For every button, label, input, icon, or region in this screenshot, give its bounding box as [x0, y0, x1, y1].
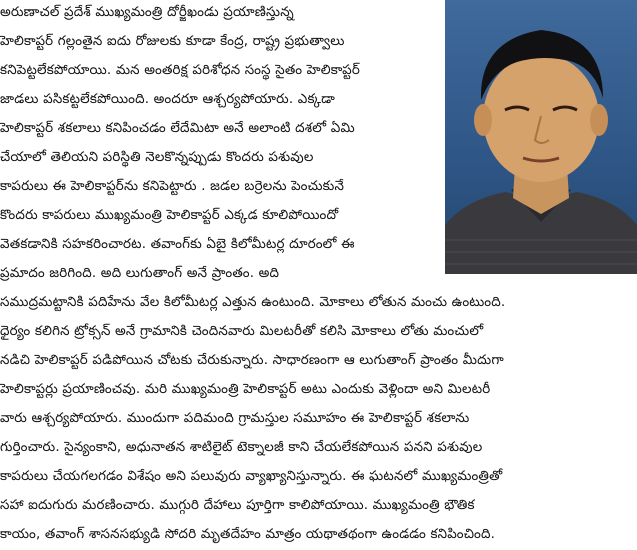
article-line-9: వెతకడానికి సహకరించారట. తవాంగ్‌కు ఏబై కిలోమీటర్ల దూరంలో ఈ	[0, 237, 355, 252]
article-line-7: కాపరులు ఈ హెలికాప్టర్‌ను కనిపెట్టారు . జడల బర్రెలను పెంచుకునే	[0, 179, 345, 194]
article-line-5: హెలికాప్టర్ శకలాలు కనిపించడం లేదేమిటా అనే అలాంటి దశలో ఏమి	[0, 121, 355, 136]
article-line-6: చేయాలో తెలియని పరిస్థితి నెలకొన్నప్పుడు కొందరు పశువుల	[0, 150, 314, 165]
article-line-14: హెలికాప్టర్లు ప్రయాణించవు. మరి ముఖ్యమంత్రి హెలికాప్టర్ అటు ఎందుకు వెళ్లిందా అని మిలటరీ	[0, 382, 491, 397]
article-line-18: సహా ఐదుగురు మరణించారు. ముగ్గురి దేహాలు పూర్తిగా కాలిపోయాయి. ముఖ్యమంత్రి భౌతిక	[0, 498, 475, 513]
article-line-3: కనిపెట్టలేకపోయాయి. మన అంతరిక్ష పరిశోధన సంస్థ సైతం హెలికాప్టర్	[0, 63, 360, 78]
article-line-11: సముద్రమట్టానికి పదిహేను వేల కిలోమీటర్ల ఎత్తున ఉంటుంది. మోకాలు లోతున మంచు ఉంటుంది.	[0, 295, 506, 310]
article-line-16: గుర్తించారు. సైన్యంకాని, అధునాతన శాటిలైట్ టెక్నాలజీ కాని చేయలేకపోయిన పనని పశువుల	[0, 440, 483, 455]
article-line-12: ధైర్యం కలిగిన ట్రోక్సన్ అనే గ్రామానికి చెందినవారు మిలటరీతో కలిసి మోకాలు లోతు మంచులో	[0, 324, 484, 339]
article-line-1: అరుణాచల్ ప్రదేశ్ ముఖ్యమంత్రి దోర్జీఖండు ప్రయాణిస్తున్న	[0, 5, 294, 20]
article-line-19: కాయం, తవాంగ్ శాసనసభ్యుడి సోదరి మృతదేహం మాత్రం యథాతథంగా ఉండడం కనిపించింది.	[0, 527, 496, 542]
portrait-illustration	[445, 0, 637, 274]
article-line-13: నడిచి హెలికాప్టర్ పడిపోయిన చోటకు చేరుకున్నారు. సాధారణంగా ఆ లుగుతాంగ్ ప్రాంతం మీదుగా	[0, 353, 504, 368]
article-line-17: కాపరులు చేయగలగడం విశేషం అని పలువురు వ్యాఖ్యానిస్తున్నారు. ఈ ఘటనలో ముఖ్యమంత్రితో	[0, 469, 503, 484]
article-line-8: కొందరు కాపరులు ముఖ్యమంత్రి హెలికాప్టర్ ఎక్కడ కూలిపోయిందో	[0, 208, 339, 223]
portrait-photo	[445, 0, 637, 274]
article-line-15: వారు ఆశ్చర్యపోయారు. ముందుగా పదిమంది గ్రామస్తుల సమూహం ఈ హెలికాప్టర్ శకలాను	[0, 411, 470, 426]
article-line-10: ప్రమాదం జరిగింది. అది లుగుతాంగ్ అనే ప్రాంతం. అది	[0, 266, 280, 281]
article-line-2: హెలికాప్టర్ గల్లంతైన ఐదు రోజులకు కూడా కేంద్ర, రాష్ట్ర ప్రభుత్వాలు	[0, 34, 345, 49]
article-line-4: జాడలు పసికట్టలేకపోయింది. అందరూ ఆశ్చర్యపోయారు. ఎక్కడా	[0, 92, 336, 107]
